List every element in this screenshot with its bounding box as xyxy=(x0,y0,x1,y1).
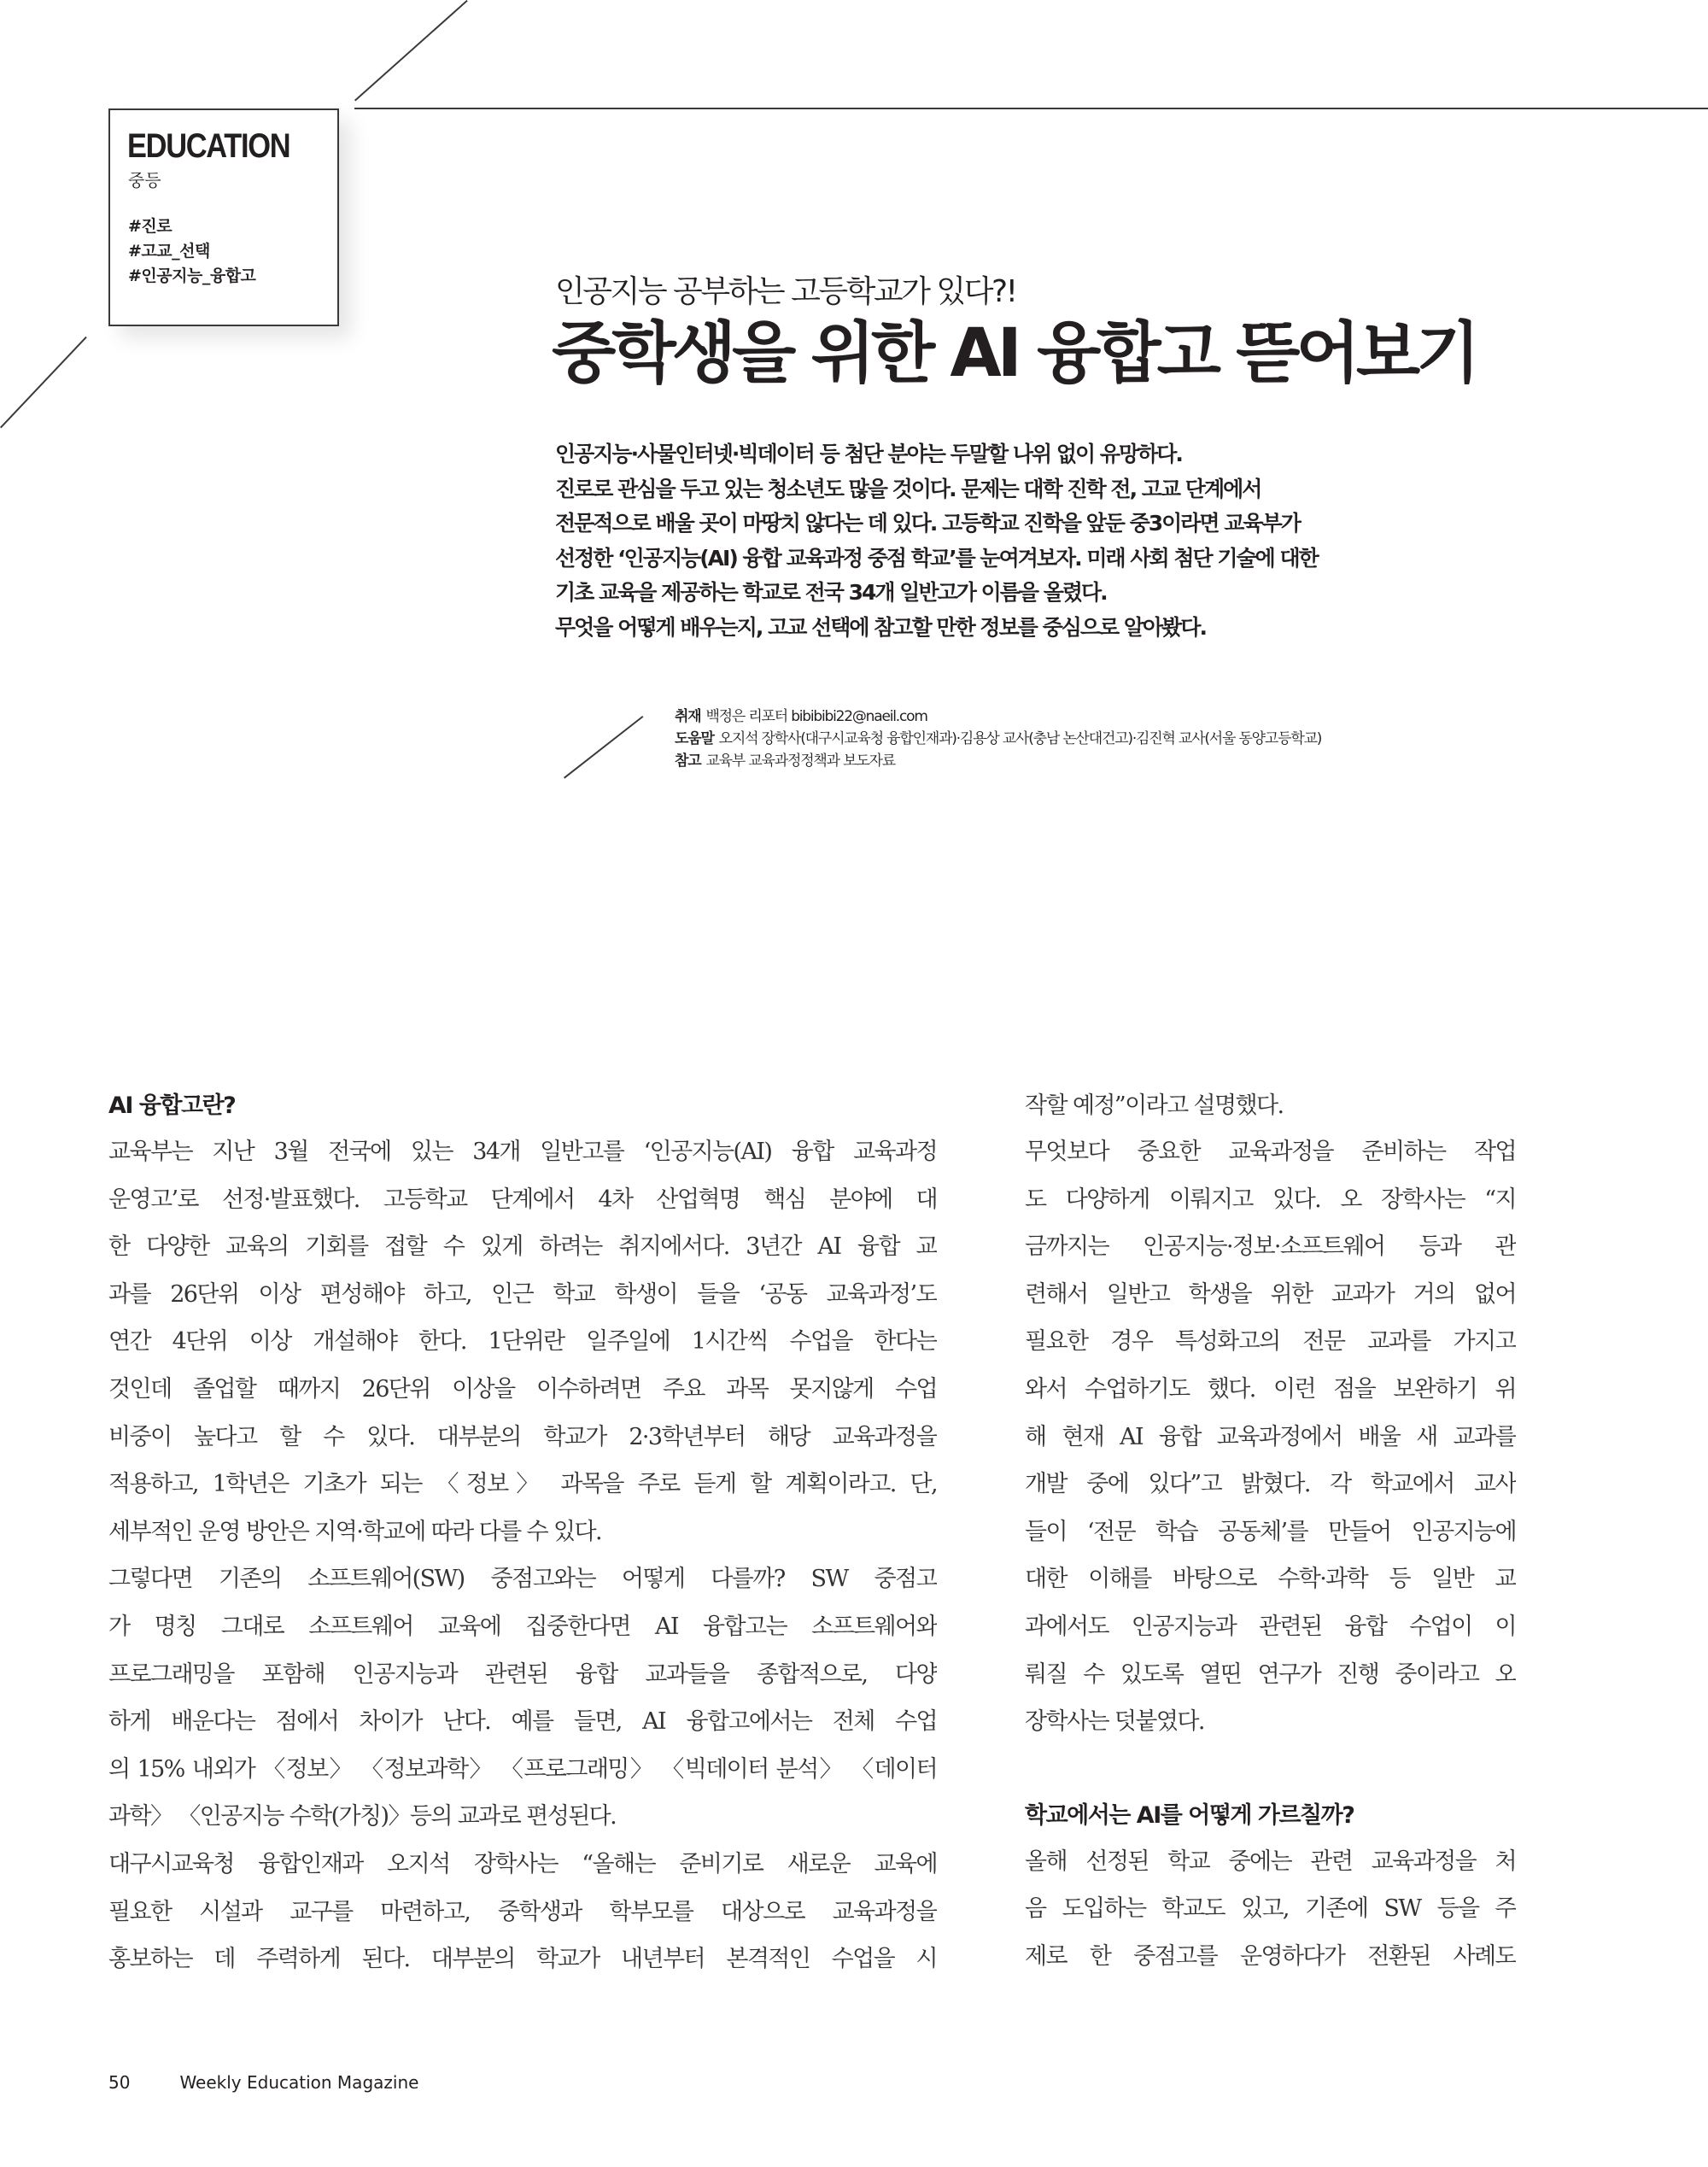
body-line: 개발 중에 있다”고 밝혔다. 각 학교에서 교사 xyxy=(1025,1471,1516,1498)
body-line: 와서 수업하기도 했다. 이런 점을 보완하기 위 xyxy=(1025,1375,1516,1403)
hashtag: #고교_선택 xyxy=(128,242,210,261)
body-line: 도 다양하게 이뤄지고 있다. 오 장학사는 “지 xyxy=(1025,1186,1516,1213)
article-kicker: 인공지능 공부하는 고등학교가 있다?! xyxy=(555,274,1016,309)
body-line: 연간 4단위 이상 개설해야 한다. 1단위란 일주일에 1시간씩 수업을 한다는 xyxy=(108,1328,937,1356)
body-line: 비중이 높다고 할 수 있다. 대부분의 학교가 2·3학년부터 해당 교육과정을 xyxy=(108,1423,937,1450)
credit-label: 취재 xyxy=(675,708,701,725)
level-label: 중등 xyxy=(128,170,161,190)
body-line: 무엇보다 중요한 교육과정을 준비하는 작업 xyxy=(1025,1139,1516,1165)
body-line: 대구시교육청 융합인재과 오지석 장학사는 “올해는 준비기로 새로운 교육에 xyxy=(108,1850,937,1877)
body-line: 해 현재 AI 융합 교육과정에서 배울 새 교과를 xyxy=(1025,1423,1516,1450)
credit-label: 도움말 xyxy=(675,730,714,747)
credit-advisors xyxy=(675,728,1321,750)
hashtag: #인공지능_융합고 xyxy=(128,266,256,285)
body-line: 음 도입하는 학교도 있고, 기존에 SW 등을 주 xyxy=(1025,1895,1516,1923)
hashtag: #진로 xyxy=(128,217,173,236)
body-line: 뤄질 수 있도록 열띤 연구가 진행 중이라고 오 xyxy=(1025,1660,1516,1688)
left-diagonal-rule xyxy=(0,337,87,428)
body-line: 금까지는 인공지능·정보·소프트웨어 등과 관 xyxy=(1025,1233,1516,1261)
top-diagonal-rule xyxy=(354,0,468,101)
credit-text: 교육부 교육과정정책과 보도자료 xyxy=(705,753,895,770)
lead-line: 전문적으로 배울 곳이 마땅치 않다는 데 있다. 고등학교 진학을 앞둔 중3이라면 교육부가 xyxy=(555,511,1300,536)
hashtag-list xyxy=(128,214,255,289)
credits-diagonal-rule xyxy=(564,716,643,779)
body-line: 가 명칭 그대로 소프트웨어 교육에 집중한다면 AI 융합고는 소프트웨어와 xyxy=(108,1613,937,1640)
body-line: 프로그래밍을 포함해 인공지능과 관련된 융합 교과들을 종합적으로, 다양 xyxy=(108,1660,937,1688)
body-line: 것인데 졸업할 때까지 26단위 이상을 이수하려면 주요 과목 못지않게 수업 xyxy=(108,1375,937,1403)
credit-text: 오지석 장학사(대구시교육청 융합인재과)·김용상 교사(충남 논산대건고)·김진혁 교사(서울 동양고등학교) xyxy=(718,730,1322,747)
body-column-left xyxy=(108,1083,937,1983)
lead-line: 인공지능·사물인터넷·빅데이터 등 첨단 분야는 두말할 나위 없이 유망하다. xyxy=(555,442,1182,466)
body-line: 과를 26단위 이상 편성해야 하고, 인근 학교 학생이 들을 ‘공동 교육과정’도 xyxy=(108,1280,937,1308)
article-credits xyxy=(675,706,1321,772)
credit-reporter xyxy=(675,706,1321,728)
body-line: 적용하고, 1학년은 기초가 되는 〈정보〉 과목을 주로 듣게 할 계획이라고. 단, xyxy=(108,1471,937,1498)
lead-line: 선정한 ‘인공지능(AI) 융합 교육과정 중점 학교’를 눈여겨보자. 미래 사회 첨단 기술에 대한 xyxy=(555,545,1318,571)
lead-line: 진로로 관심을 두고 있는 청소년도 많을 것이다. 문제는 대학 진학 전, 고교 단계에서 xyxy=(555,476,1261,501)
body-line: 하게 배운다는 점에서 차이가 난다. 예를 들면, AI 융합고에서는 전체 수업 xyxy=(108,1708,937,1736)
body-column-right xyxy=(1025,1083,1516,1981)
body-line: 련해서 일반고 학생을 위한 교과가 거의 없어 xyxy=(1025,1280,1516,1308)
body-line: 장학사는 덧붙였다. xyxy=(1025,1708,1204,1736)
lead-line: 기초 교육을 제공하는 학교로 전국 34개 일반고가 이름을 올렸다. xyxy=(555,580,1107,605)
category-box xyxy=(108,108,339,326)
body-line: 교육부는 지난 3월 전국에 있는 34개 일반고를 ‘인공지능(AI) 융합 교육과정 xyxy=(108,1139,937,1165)
body-line: 한 다양한 교육의 기회를 접할 수 있게 하려는 취지에서다. 3년간 AI 융합 교 xyxy=(108,1233,937,1261)
body-line: 세부적인 운영 방안은 지역·학교에 따라 다를 수 있다. xyxy=(108,1518,601,1545)
credit-text: 백정은 리포터 bibibibi22@naeil.com xyxy=(705,708,927,725)
top-horizontal-rule xyxy=(354,108,1708,109)
body-line: 작할 예정”이라고 설명했다. xyxy=(1025,1092,1284,1119)
credit-label: 참고 xyxy=(675,753,701,770)
body-line: 홍보하는 데 주력하게 된다. 대부분의 학교가 내년부터 본격적인 수업을 시 xyxy=(108,1946,937,1973)
body-line: 그렇다면 기존의 소프트웨어(SW) 중점고와는 어떻게 다를까? SW 중점고 xyxy=(108,1566,937,1593)
body-line: 들이 ‘전문 학습 공동체’를 만들어 인공지능에 xyxy=(1025,1518,1516,1545)
body-line: 필요한 경우 특성화고의 전문 교과를 가지고 xyxy=(1025,1328,1516,1356)
credit-reference xyxy=(675,750,1321,772)
page-number: 50 xyxy=(108,2072,131,2093)
body-line: 과에서도 인공지능과 관련된 융합 수업이 이 xyxy=(1025,1613,1516,1640)
section-heading: AI 융합고란? xyxy=(108,1092,236,1119)
body-line: 올해 선정된 학교 중에는 관련 교육과정을 처 xyxy=(1025,1848,1516,1875)
lead-line: 무엇을 어떻게 배우는지, 고교 선택에 참고할 만한 정보를 중심으로 알아봤다. xyxy=(555,614,1206,640)
article-lead xyxy=(555,437,1512,645)
body-line: 필요한 시설과 교구를 마련하고, 중학생과 학부모를 대상으로 교육과정을 xyxy=(108,1898,937,1925)
body-line: 과학〉 〈인공지능 수학(가칭)〉등의 교과로 편성된다. xyxy=(108,1803,617,1830)
body-line: 대한 이해를 바탕으로 수학·과학 등 일반 교 xyxy=(1025,1566,1516,1593)
article-title: 중학생을 위한 AI 융합고 뜯어보기 xyxy=(552,315,1477,392)
body-line: 운영고’로 선정·발표했다. 고등학교 단계에서 4차 산업혁명 핵심 분야에 대 xyxy=(108,1186,937,1213)
section-heading: 학교에서는 AI를 어떻게 가르칠까? xyxy=(1025,1801,1354,1829)
magazine-name: Weekly Education Magazine xyxy=(179,2072,419,2093)
section-label: EDUCATION xyxy=(127,127,290,165)
paragraph-gap xyxy=(1025,1746,1516,1793)
body-line: 의 15% 내외가 〈정보〉 〈정보과학〉 〈프로그래밍〉 〈빅데이터 분석〉 〈데이터 xyxy=(108,1755,937,1783)
page-footer xyxy=(108,2072,418,2093)
body-line: 제로 한 중점고를 운영하다가 전환된 사례도 xyxy=(1025,1942,1516,1970)
